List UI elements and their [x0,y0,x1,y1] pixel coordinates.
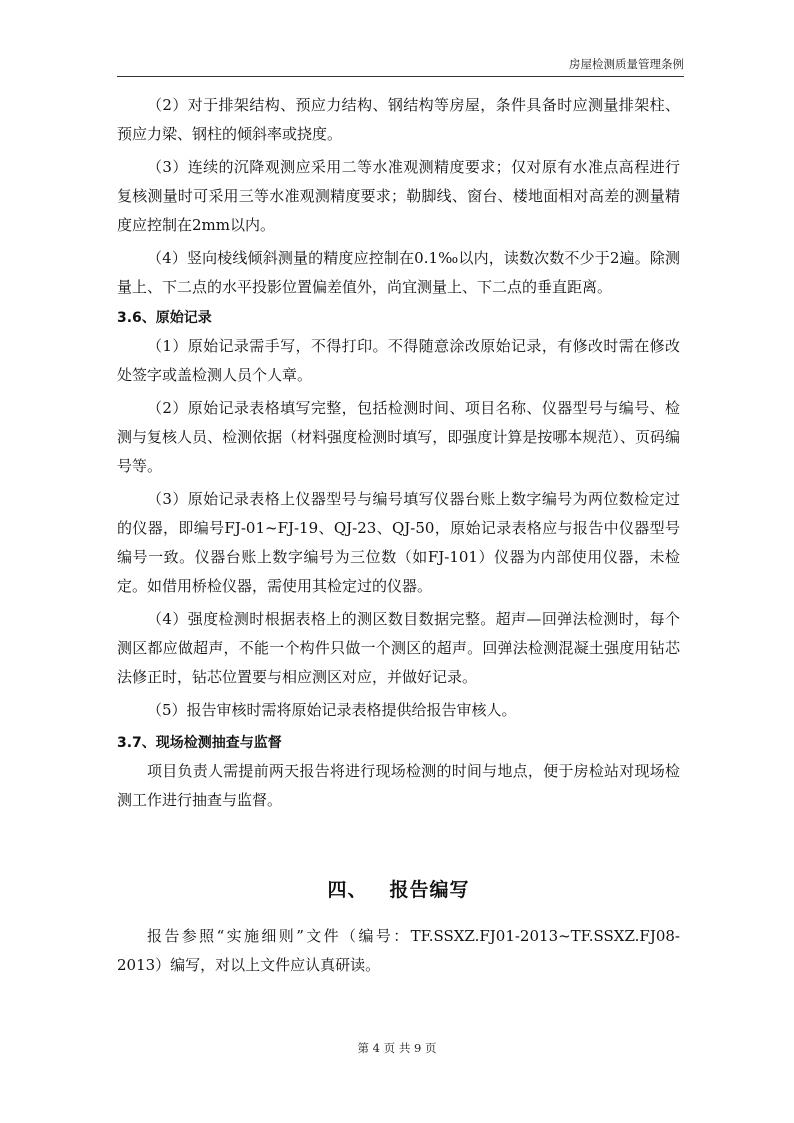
chapter-heading [117,875,680,902]
paragraph: （3）原始记录表格上仪器型号与编号填写仪器台账上数字编号为两位数检定过的仪器，即编号FJ-01~FJ-19、QJ-23、QJ-50，原始记录表格应与报告中仪器型号编号一致。仪器台账上数字编号为三位数（如FJ-101）仪器为内部使用仪器，未检定。如借用桥检仪器，需使用其检定过的仪器。 [117,490,680,595]
chapter-number: 四、 [327,879,368,901]
page-footer: 第 4 页 共 9 页 [357,1041,437,1055]
paragraph: （1）原始记录需手写，不得打印。不得随意涂改原始记录，有修改时需在修改处签字或盖检测人员个人章。 [117,337,680,384]
paragraph: （2）对于排架结构、预应力结构、钢结构等房屋，条件具备时应测量排架柱、预应力梁、钢柱的倾斜率或挠度。 [117,96,680,143]
paragraph: （3）连续的沉降观测应采用二等水准观测精度要求；仅对原有水准点高程进行复核测量时可采用三等水准观测精度要求；勒脚线、窗台、楼地面相对高差的测量精度应控制在2mm以内。 [117,158,680,234]
chapter-title: 报告编写 [389,879,470,901]
paragraph: 项目负责人需提前两天报告将进行现场检测的时间与地点，便于房检站对现场检测工作进行抽查与监督。 [117,762,680,809]
section-heading-3-6: 3.6、原始记录 [117,310,212,326]
paragraph: （5）报告审核时需将原始记录表格提供给报告审核人。 [147,701,517,719]
section-heading-3-7: 3.7、现场检测抽查与监督 [117,735,282,751]
paragraph: （4）强度检测时根据表格上的测区数目数据完整。超声—回弹法检测时，每个测区都应做超声，不能一个构件只做一个测区的超声。回弹法检测混凝土强度用钻芯法修正时，钻芯位置要与相应测区对应，并做好记录。 [117,610,680,686]
paragraph: （2）原始记录表格填写完整，包括检测时间、项目名称、仪器型号与编号、检测与复核人员、检测依据（材料强度检测时填写，即强度计算是按哪本规范）、页码编号等。 [117,399,680,475]
paragraph: 报告参照“实施细则”文件（编号：TF.SSXZ.FJ01-2013~TF.SSXZ.FJ08-2013）编写，对以上文件应认真研读。 [117,927,680,974]
document-body [117,91,680,984]
header-title: 房屋检测质量管理条例 [569,57,684,71]
page-header [117,52,684,77]
paragraph: （4）竖向棱线倾斜测量的精度应控制在0.1‰以内，读数次数不少于2遍。除测量上、下二点的水平投影位置偏差值外，尚宜测量上、下二点的垂直距离。 [117,249,680,296]
